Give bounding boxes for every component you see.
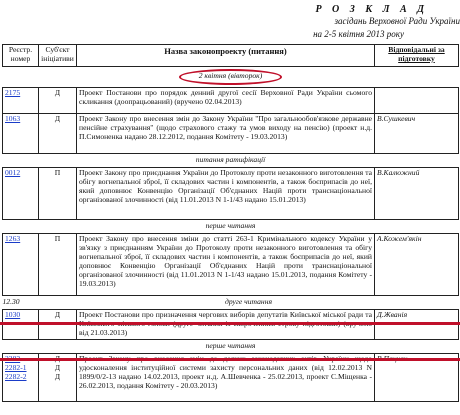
bill-title: Проект Постанови про порядок денний другої сесії Верховної Ради України сьомого скликання (доопрацьований) (вручено 02.04.2013) [77, 87, 375, 113]
bill-title: Проект Закону про внесення зміни до статті 263-1 Кримінального кодексу України у зв'язку з приєднанням України до Протоколу проти незаконного виготовлення та обігу вогнепальної зброї, її складових частин і компонентів, а також боєприпасів до неї, який доповнює Конвенцію Організації Об'єднаних Націй проти транснаціональної організованої злочинності (від 11.01.2013 N 1-1/43 надано 15.01.2013, подання Комітету - 19.03.2013) [77, 233, 375, 295]
red-underline-bottom [0, 358, 460, 361]
table-row [3, 167, 459, 219]
bill-link-1063[interactable]: 1063 [5, 113, 21, 123]
bill-link-0012[interactable]: 0012 [5, 167, 21, 177]
bill-title: удосконалення інституційної системи захисту персональних даних (від 12.02.2013 N 1899/0/2-13 надано 14.02.2013, проект н.д. А.Шевченка - 25.02.2013, проект С.Міщенка - 26.02.2013, подання Комітету - 20.03.2013) [77, 353, 375, 401]
bill-title: Проект Постанови про призначення чергових виборів депутатів Київської міської ради та від 21.03.2013) [77, 309, 375, 339]
bill-title: Проект Закону про приєднання України до Протоколу проти незаконного виготовлення та обігу вогнепальної зброї, її складових частин і компонентів, а також боєприпасів до неї, який доповнює Конвенцію Організації Об'єднаних Націй проти транснаціональної організованої злочинності (від 11.01.2013 N 1-1/43 надано 15.01.2013) [77, 167, 375, 219]
responsible-cell: А.Кожем'якін [375, 233, 459, 295]
responsible-cell [375, 87, 459, 113]
section-row [3, 295, 459, 309]
subject-cell: Д [39, 113, 77, 153]
subject-cell: Д [39, 309, 77, 339]
section-row [3, 219, 459, 233]
responsible-cell: В.Калюжний [375, 167, 459, 219]
schedule-table [2, 44, 459, 402]
red-underline-top [0, 322, 460, 325]
bill-link-1263[interactable]: 1263 [5, 233, 21, 243]
col-header-responsible: Відповідальні за підготовку [375, 45, 459, 67]
table-header-row [3, 45, 459, 67]
table-row [3, 87, 459, 113]
bill-title: Проект Закону про внесення змін до Закону України "Про загальнообов'язкове державне пенсійне страхування" (щодо страхового стажу та умов виходу на пенсію) (проект н.д. П.Симоненка надано 28.12.2012, подання Комітету - 19.03.2013) [77, 113, 375, 153]
subject-cell: П [39, 167, 77, 219]
section-first-reading-2: перше читання [3, 339, 459, 353]
col-header-subject: Суб'єкт ініціативи [39, 45, 77, 67]
responsible-cell: Д.Жванія [375, 309, 459, 339]
schedule-subtitle: засідань Верховної Ради України [334, 16, 460, 26]
section-row [3, 339, 459, 353]
subject-cell: Д [39, 87, 77, 113]
col-header-reg: Реєстр. номер [3, 45, 39, 67]
bill-link-2175[interactable]: 2175 [5, 87, 21, 97]
subject-cell: П [39, 233, 77, 295]
col-header-name: Назва законопроекту (питання) [77, 45, 375, 67]
day-highlight [179, 69, 283, 85]
section-ratification: питання ратифікації [3, 153, 459, 167]
bill-link-1030[interactable]: 1030 [5, 309, 21, 319]
table-row [3, 233, 459, 295]
day-row [3, 67, 459, 88]
table-row [3, 113, 459, 153]
section-time: 12.30 [3, 295, 39, 309]
schedule-title: Р О З К Л А Д [315, 4, 428, 15]
schedule-dates: на 2-5 квітня 2013 року [313, 29, 404, 39]
subject-cell: Д Д [39, 353, 77, 401]
section-second-reading: друге читання [39, 295, 459, 309]
day-label: 2 квітня (вівторок) [198, 71, 263, 80]
responsible-cell: В.Сушкевич [375, 113, 459, 153]
section-row [3, 153, 459, 167]
section-first-reading: перше читання [3, 219, 459, 233]
bill-link-2282[interactable]: 2282-1 2282-2 [5, 362, 27, 381]
